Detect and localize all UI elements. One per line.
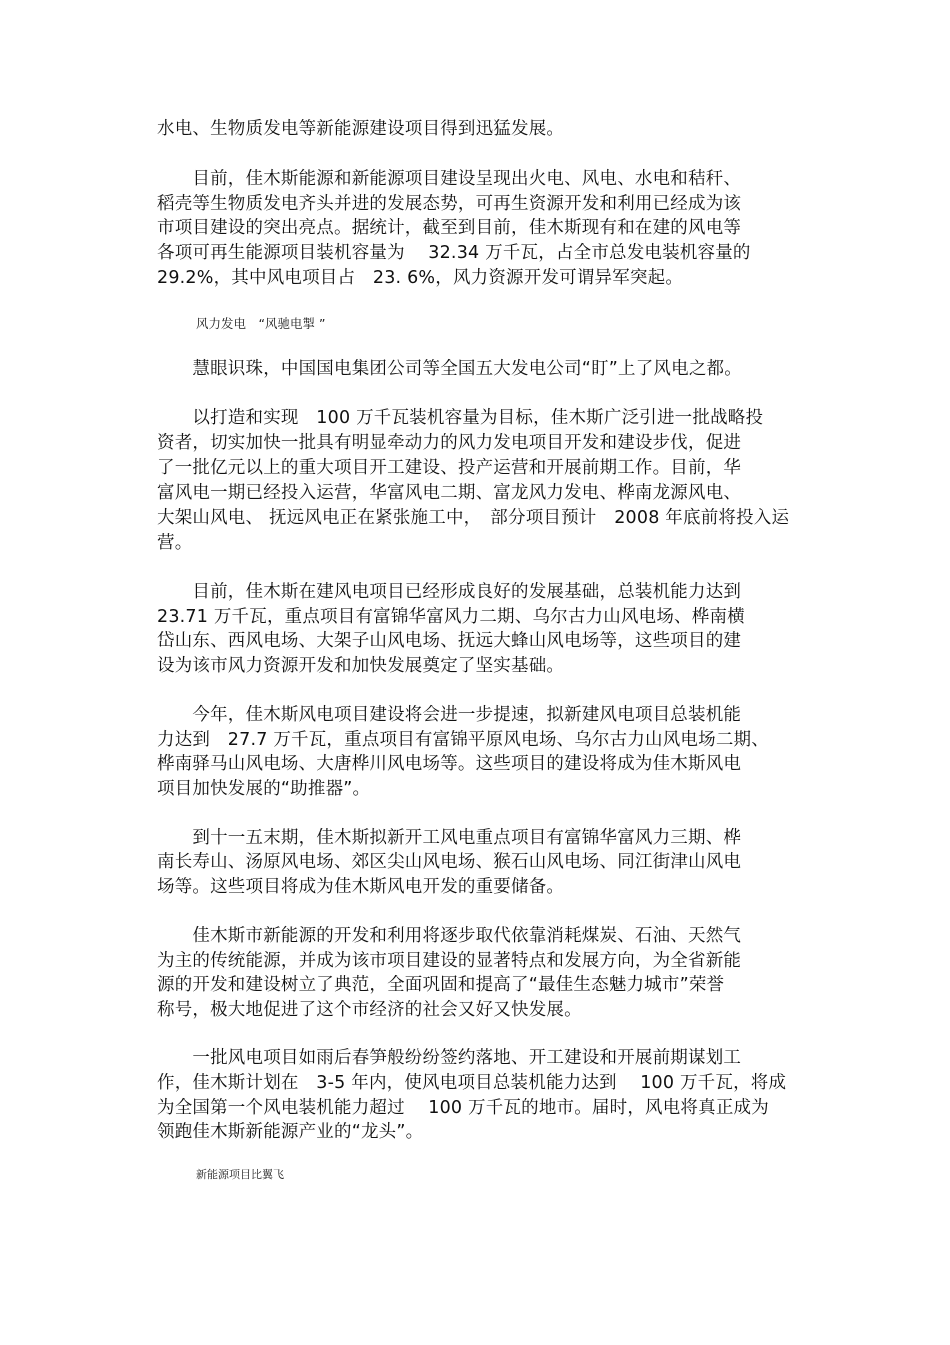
paragraph-line: 一批风电项目如雨后春笋般纷纷签约落地、开工建设和开展前期谋划工 bbox=[157, 1048, 742, 1068]
paragraph-line: 各项可再生能源项目装机容量为 32.34 万千瓦，占全市总发电装机容量的 bbox=[157, 243, 751, 263]
paragraph-line: 源的开发和建设树立了典范，全面巩固和提高了“最佳生态魅力城市”荣誉 bbox=[157, 975, 725, 995]
paragraph-line: 佳木斯市新能源的开发和利用将逐步取代依靠消耗煤炭、石油、天然气 bbox=[157, 926, 742, 946]
paragraph-line: 水电、生物质发电等新能源建设项目得到迅猛发展。 bbox=[157, 119, 565, 139]
paragraph-line: 设为该市风力资源开发和加快发展奠定了坚实基础。 bbox=[157, 656, 565, 676]
paragraph-line: 了一批亿元以上的重大项目开工建设、投产运营和开展前期工作。目前，华 bbox=[157, 458, 742, 478]
paragraph-line: 稻壳等生物质发电齐头并进的发展态势，可再生资源开发和利用已经成为该 bbox=[157, 194, 742, 214]
paragraph-line: 桦南驿马山风电场、大唐桦川风电场等。这些项目的建设将成为佳木斯风电 bbox=[157, 754, 742, 774]
paragraph-line: 场等。这些项目将成为佳木斯风电开发的重要储备。 bbox=[157, 877, 565, 897]
paragraph-line: 富风电一期已经投入运营，华富风电二期、富龙风力发电、桦南龙源风电、 bbox=[157, 483, 742, 503]
paragraph-line: 领跑佳木斯新能源产业的“龙头”。 bbox=[157, 1122, 424, 1142]
paragraph-line: 力达到 27.7 万千瓦，重点项目有富锦平原风电场、乌尔古力山风电场二期、 bbox=[157, 730, 769, 750]
paragraph-line: 23.71 万千瓦，重点项目有富锦华富风力二期、乌尔古力山风电场、桦南横 bbox=[157, 607, 745, 627]
paragraph-line: 29.2%，其中风电项目占 23. 6%，风力资源开发可谓异军突起。 bbox=[157, 268, 684, 288]
paragraph-line: 资者，切实加快一批具有明显牵动力的风力发电项目开发和建设步伐，促进 bbox=[157, 433, 742, 453]
paragraph-line: 今年，佳木斯风电项目建设将会进一步提速，拟新建风电项目总装机能 bbox=[157, 705, 742, 725]
paragraph-line: 目前，佳木斯能源和新能源项目建设呈现出火电、风电、水电和秸秆、 bbox=[157, 169, 742, 189]
paragraph-line: 到十一五末期，佳木斯拟新开工风电重点项目有富锦华富风力三期、桦 bbox=[157, 828, 742, 848]
section-heading: 新能源项目比翼飞 bbox=[196, 1168, 284, 1181]
paragraph-line: 市项目建设的突出亮点。据统计，截至到目前，佳木斯现有和在建的风电等 bbox=[157, 218, 742, 238]
paragraph-line: 目前，佳木斯在建风电项目已经形成良好的发展基础，总装机能力达到 bbox=[157, 582, 742, 602]
paragraph-line: 以打造和实现 100 万千瓦装机容量为目标，佳木斯广泛引进一批战略投 bbox=[157, 408, 764, 428]
paragraph-line: 营。 bbox=[157, 533, 193, 553]
paragraph-line: 南长寿山、汤原风电场、郊区尖山风电场、猴石山风电场、同江街津山风电 bbox=[157, 852, 742, 872]
paragraph-line: 慧眼识珠，中国国电集团公司等全国五大发电公司“盯”上了风电之都。 bbox=[157, 359, 742, 379]
paragraph-line: 项目加快发展的“助推器”。 bbox=[157, 779, 371, 799]
paragraph-line: 称号，极大地促进了这个市经济的社会又好又快发展。 bbox=[157, 1000, 582, 1020]
paragraph-line: 为全国第一个风电装机能力超过 100 万千瓦的地市。届时，风电将真正成为 bbox=[157, 1098, 769, 1118]
paragraph-line: 大架山风电、 抚远风电正在紧张施工中， 部分项目预计 2008 年底前将投入运 bbox=[157, 508, 790, 528]
paragraph-line: 岱山东、西风电场、大架子山风电场、抚远大蜂山风电场等，这些项目的建 bbox=[157, 631, 742, 651]
section-heading: 风力发电 “风驰电掣 ” bbox=[196, 316, 326, 331]
paragraph-line: 作，佳木斯计划在 3-5 年内，使风电项目总装机能力达到 100 万千瓦，将成 bbox=[157, 1073, 787, 1093]
paragraph-line: 为主的传统能源，并成为该市项目建设的显著特点和发展方向，为全省新能 bbox=[157, 951, 742, 971]
